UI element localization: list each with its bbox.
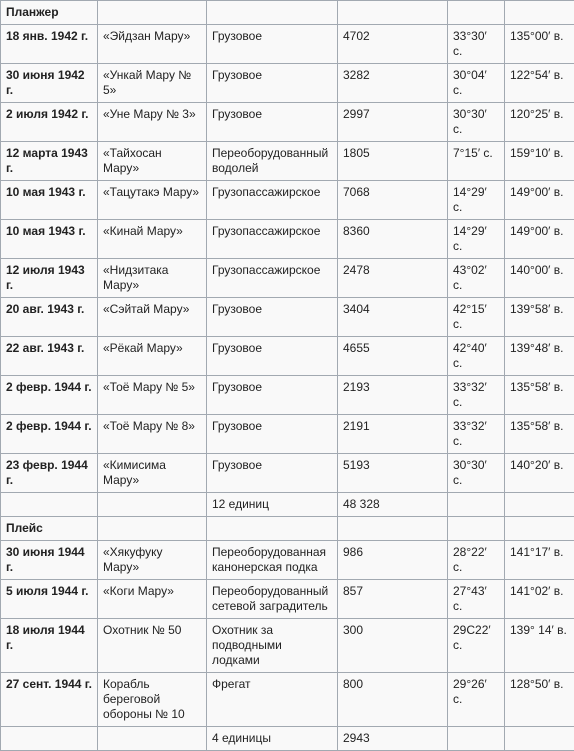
tonnage-cell: 857 (338, 580, 448, 619)
longitude-cell: 139°48′ в. (505, 337, 574, 376)
table-row (1, 142, 574, 181)
tonnage-cell: 300 (338, 619, 448, 673)
total-units-cell: 4 единицы (207, 727, 338, 751)
table-row (1, 181, 574, 220)
ship-name-cell: «Тацутакэ Мару» (98, 181, 207, 220)
longitude-cell: 140°20′ в. (505, 454, 574, 493)
ship-name-cell: «Рёкай Мару» (98, 337, 207, 376)
tonnage-cell: 7068 (338, 181, 448, 220)
empty-cell (207, 1, 338, 25)
ship-name-cell: «Ункай Мару № 5» (98, 64, 207, 103)
longitude-cell: 140°00′ в. (505, 259, 574, 298)
latitude-cell: 30°30′ с. (448, 454, 505, 493)
group-header-row (1, 1, 574, 25)
empty-cell (338, 517, 448, 541)
longitude-cell: 139° 14′ в. (505, 619, 574, 673)
empty-cell (505, 1, 574, 25)
tonnage-cell: 1805 (338, 142, 448, 181)
ship-type-cell: Фрегат (207, 673, 338, 727)
date-cell: 18 июля 1944 г. (1, 619, 98, 673)
tonnage-cell: 3282 (338, 64, 448, 103)
ship-name-cell: «Тайхосан Мару» (98, 142, 207, 181)
longitude-cell: 122°54′ в. (505, 64, 574, 103)
ship-type-cell: Грузопассажирское (207, 181, 338, 220)
empty-cell (98, 1, 207, 25)
latitude-cell: 29°26′ с. (448, 673, 505, 727)
ship-name-cell: «Коги Мару» (98, 580, 207, 619)
ship-name-cell: Корабль береговой обороны № 10 (98, 673, 207, 727)
date-cell: 2 июля 1942 г. (1, 103, 98, 142)
longitude-cell: 159°10′ в. (505, 142, 574, 181)
longitude-cell: 135°58′ в. (505, 415, 574, 454)
latitude-cell: 7°15′ с. (448, 142, 505, 181)
ship-type-cell: Охотник за подводными лодками (207, 619, 338, 673)
empty-cell (448, 493, 505, 517)
group-name: Плейс (1, 517, 98, 541)
empty-cell (448, 517, 505, 541)
latitude-cell: 30°30′ с. (448, 103, 505, 142)
ship-name-cell: «Кинай Мару» (98, 220, 207, 259)
tonnage-cell: 800 (338, 673, 448, 727)
empty-cell (505, 517, 574, 541)
date-cell: 12 июля 1943 г. (1, 259, 98, 298)
tonnage-cell: 986 (338, 541, 448, 580)
total-tonnage-cell: 2943 (338, 727, 448, 751)
latitude-cell: 33°30′ с. (448, 25, 505, 64)
ship-type-cell: Грузовое (207, 298, 338, 337)
longitude-cell: 141°17′ в. (505, 541, 574, 580)
group-name: Планжер (1, 1, 98, 25)
ship-type-cell: Грузовое (207, 64, 338, 103)
latitude-cell: 27°43′ с. (448, 580, 505, 619)
empty-cell (207, 517, 338, 541)
longitude-cell: 149°00′ в. (505, 181, 574, 220)
date-cell: 2 февр. 1944 г. (1, 376, 98, 415)
total-tonnage-cell: 48 328 (338, 493, 448, 517)
latitude-cell: 42°15′ с. (448, 298, 505, 337)
table-row (1, 220, 574, 259)
ship-type-cell: Грузовое (207, 415, 338, 454)
empty-cell (338, 1, 448, 25)
ship-name-cell: «Уне Мару № 3» (98, 103, 207, 142)
table-row (1, 298, 574, 337)
tonnage-cell: 5193 (338, 454, 448, 493)
empty-cell (448, 1, 505, 25)
longitude-cell: 128°50′ в. (505, 673, 574, 727)
date-cell: 27 сент. 1944 г. (1, 673, 98, 727)
group-header-row (1, 517, 574, 541)
ship-type-cell: Грузовое (207, 454, 338, 493)
date-cell: 10 мая 1943 г. (1, 220, 98, 259)
table-row (1, 337, 574, 376)
table-row (1, 454, 574, 493)
empty-cell (1, 493, 98, 517)
date-cell: 18 янв. 1942 г. (1, 25, 98, 64)
table-row (1, 541, 574, 580)
ship-type-cell: Грузовое (207, 337, 338, 376)
ship-type-cell: Переоборудованный сетевой заградитель (207, 580, 338, 619)
tonnage-cell: 2191 (338, 415, 448, 454)
ship-name-cell: «Нидзитака Мару» (98, 259, 207, 298)
tonnage-cell: 3404 (338, 298, 448, 337)
latitude-cell: 43°02′ с. (448, 259, 505, 298)
table-row (1, 259, 574, 298)
table-row (1, 25, 574, 64)
table-body (1, 1, 574, 751)
date-cell: 12 марта 1943 г. (1, 142, 98, 181)
table-row (1, 415, 574, 454)
date-cell: 30 июня 1942 г. (1, 64, 98, 103)
ship-name-cell: «Тоё Мару № 5» (98, 376, 207, 415)
tonnage-cell: 8360 (338, 220, 448, 259)
ship-type-cell: Грузопассажирское (207, 220, 338, 259)
tonnage-cell: 2997 (338, 103, 448, 142)
empty-cell (505, 727, 574, 751)
ship-type-cell: Грузопассажирское (207, 259, 338, 298)
date-cell: 5 июля 1944 г. (1, 580, 98, 619)
total-row (1, 493, 574, 517)
tonnage-cell: 2193 (338, 376, 448, 415)
table-row (1, 619, 574, 673)
ship-type-cell: Переоборудованный водолей (207, 142, 338, 181)
table-row (1, 376, 574, 415)
date-cell: 10 мая 1943 г. (1, 181, 98, 220)
table-row (1, 580, 574, 619)
empty-cell (98, 493, 207, 517)
empty-cell (505, 493, 574, 517)
date-cell: 20 авг. 1943 г. (1, 298, 98, 337)
date-cell: 22 авг. 1943 г. (1, 337, 98, 376)
table-row (1, 673, 574, 727)
latitude-cell: 42°40′ с. (448, 337, 505, 376)
ship-name-cell: «Эйдзан Мару» (98, 25, 207, 64)
ship-name-cell: Охотник № 50 (98, 619, 207, 673)
date-cell: 2 февр. 1944 г. (1, 415, 98, 454)
date-cell: 23 февр. 1944 г. (1, 454, 98, 493)
longitude-cell: 120°25′ в. (505, 103, 574, 142)
tonnage-cell: 2478 (338, 259, 448, 298)
empty-cell (98, 517, 207, 541)
ship-type-cell: Переоборудованная канонерская подка (207, 541, 338, 580)
latitude-cell: 29С22′ с. (448, 619, 505, 673)
latitude-cell: 33°32′ с. (448, 415, 505, 454)
latitude-cell: 33°32′ с. (448, 376, 505, 415)
latitude-cell: 28°22′ с. (448, 541, 505, 580)
empty-cell (1, 727, 98, 751)
total-row (1, 727, 574, 751)
latitude-cell: 14°29′ с. (448, 220, 505, 259)
ship-name-cell: «Кимисима Мару» (98, 454, 207, 493)
longitude-cell: 135°58′ в. (505, 376, 574, 415)
longitude-cell: 141°02′ в. (505, 580, 574, 619)
ship-type-cell: Грузовое (207, 103, 338, 142)
ship-type-cell: Грузовое (207, 376, 338, 415)
ship-name-cell: «Сэйтай Мару» (98, 298, 207, 337)
tonnage-cell: 4655 (338, 337, 448, 376)
ship-type-cell: Грузовое (207, 25, 338, 64)
date-cell: 30 июня 1944 г. (1, 541, 98, 580)
empty-cell (448, 727, 505, 751)
table-row (1, 103, 574, 142)
ship-name-cell: «Тоё Мару № 8» (98, 415, 207, 454)
longitude-cell: 135°00′ в. (505, 25, 574, 64)
table-row (1, 64, 574, 103)
empty-cell (98, 727, 207, 751)
total-units-cell: 12 единиц (207, 493, 338, 517)
latitude-cell: 30°04′ с. (448, 64, 505, 103)
ship-name-cell: «Хякуфуку Мару» (98, 541, 207, 580)
longitude-cell: 139°58′ в. (505, 298, 574, 337)
tonnage-cell: 4702 (338, 25, 448, 64)
longitude-cell: 149°00′ в. (505, 220, 574, 259)
latitude-cell: 14°29′ с. (448, 181, 505, 220)
